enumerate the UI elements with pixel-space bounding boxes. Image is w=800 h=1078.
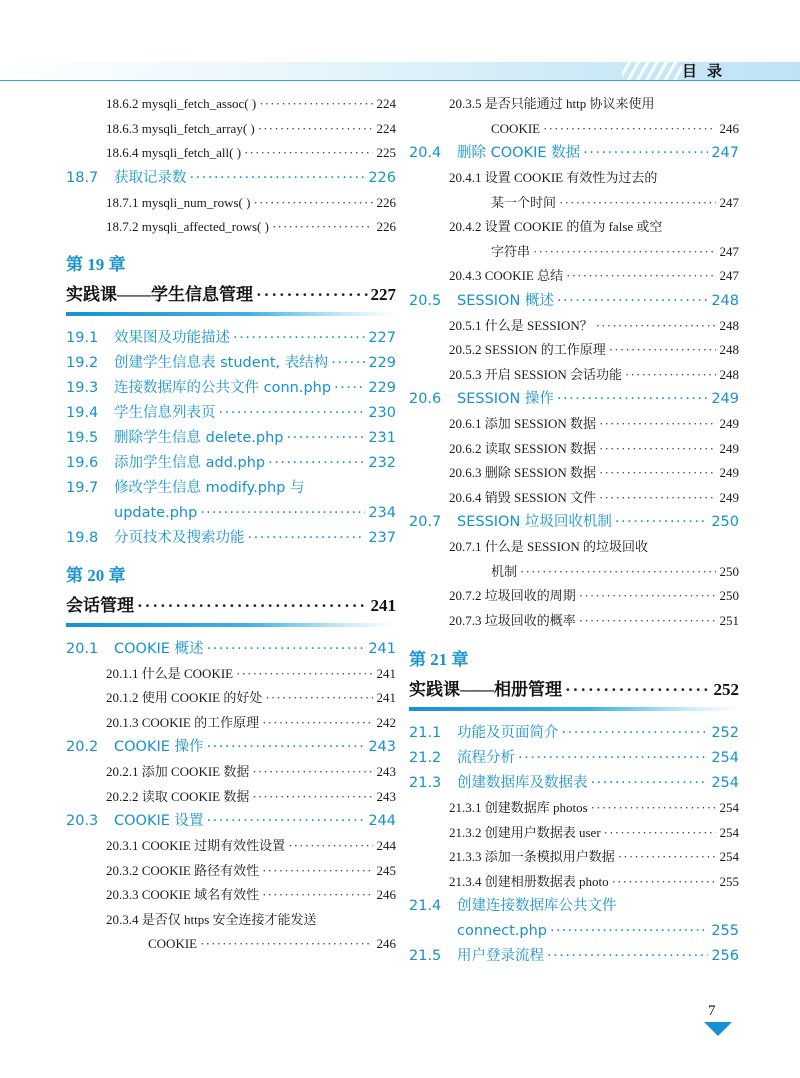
toc-entry[interactable] bbox=[66, 637, 396, 662]
entry-title: COOKIE bbox=[491, 120, 541, 136]
section-number: 19.2 bbox=[66, 354, 99, 371]
running-header-title: 目录 bbox=[681, 62, 732, 80]
toc-entry[interactable] bbox=[66, 426, 396, 451]
entry-title: 删除 COOKIE 数据 bbox=[457, 145, 581, 161]
page-ref: 237 bbox=[368, 529, 396, 546]
section-number: 21.4 bbox=[409, 898, 442, 914]
dot-leader bbox=[262, 883, 373, 908]
dot-leader bbox=[591, 796, 716, 821]
page-ref: 247 bbox=[711, 145, 739, 161]
page-ref: 242 bbox=[376, 714, 396, 730]
toc-entry[interactable] bbox=[66, 760, 396, 785]
dot-leader bbox=[252, 785, 373, 810]
page-ref: 248 bbox=[719, 342, 739, 357]
toc-entry[interactable] bbox=[66, 476, 396, 501]
toc-entry[interactable] bbox=[409, 721, 739, 746]
page-ref: 255 bbox=[719, 873, 739, 889]
dot-leader bbox=[207, 735, 366, 760]
toc-entry[interactable] bbox=[66, 932, 396, 957]
page-ref: 254 bbox=[711, 775, 739, 791]
entry-title: 20.1.1 什么是 COOKIE bbox=[106, 665, 234, 681]
page-ref: 245 bbox=[376, 862, 396, 878]
toc-entry[interactable] bbox=[409, 944, 739, 969]
page-ref: 244 bbox=[376, 838, 396, 853]
toc-entry[interactable] bbox=[409, 746, 739, 771]
chapter-label: 第 21 章 bbox=[409, 650, 469, 669]
toc-entry[interactable] bbox=[66, 376, 396, 401]
entry-title: 20.7.2 垃圾回收的周期 bbox=[449, 588, 576, 603]
dot-leader bbox=[612, 870, 716, 895]
entry-title: 20.5.3 开启 SESSION 会话功能 bbox=[449, 366, 622, 382]
entry-title: 20.1.3 COOKIE 的工作原理 bbox=[106, 714, 260, 730]
page-ref: 255 bbox=[711, 923, 739, 939]
toc-entry[interactable] bbox=[409, 314, 739, 339]
page-ref: 247 bbox=[719, 268, 739, 283]
entry-title: 20.7.3 垃圾回收的概率 bbox=[449, 612, 576, 628]
dot-leader bbox=[518, 746, 708, 771]
dot-leader bbox=[287, 426, 366, 451]
chapter-title: 实践课——相册管理 bbox=[409, 680, 562, 699]
page-ref: 248 bbox=[719, 366, 739, 382]
entry-title: 某一个时间 bbox=[491, 194, 557, 210]
entry-title: 20.6.4 销毁 SESSION 文件 bbox=[449, 489, 596, 505]
toc-entry[interactable] bbox=[66, 711, 396, 736]
dot-leader bbox=[272, 215, 373, 240]
page-ref: 224 bbox=[376, 96, 396, 111]
chapter-page: 227 bbox=[370, 284, 396, 304]
dot-leader bbox=[233, 326, 365, 351]
page-ref: 249 bbox=[719, 440, 739, 456]
toc-entry[interactable] bbox=[409, 894, 739, 919]
page-ref: 226 bbox=[376, 219, 396, 234]
entry-title: 20.3.3 COOKIE 域名有效性 bbox=[106, 887, 260, 902]
toc-entry[interactable] bbox=[66, 326, 396, 351]
toc-entry[interactable] bbox=[66, 141, 396, 166]
entry-title: COOKIE 设置 bbox=[114, 813, 204, 829]
page-number: 7 bbox=[708, 1003, 716, 1019]
page-ref: 254 bbox=[719, 824, 739, 840]
page-ref: 246 bbox=[376, 936, 396, 951]
chapter-title-row[interactable] bbox=[66, 278, 396, 312]
toc-entry[interactable] bbox=[409, 264, 739, 289]
dot-leader bbox=[262, 711, 373, 736]
page-ref: 250 bbox=[719, 563, 739, 579]
toc-entry[interactable] bbox=[409, 92, 739, 117]
dot-leader bbox=[583, 141, 708, 166]
dot-leader bbox=[253, 191, 373, 216]
toc-entry[interactable] bbox=[66, 117, 396, 142]
page-ref: 251 bbox=[719, 612, 739, 628]
page-ref: 230 bbox=[368, 404, 396, 421]
dot-leader bbox=[244, 141, 373, 166]
toc-entry[interactable] bbox=[66, 686, 396, 711]
dot-leader bbox=[562, 721, 709, 746]
toc-entry[interactable] bbox=[66, 92, 396, 117]
section-number: 19.1 bbox=[66, 329, 99, 346]
page-ref: 252 bbox=[711, 725, 739, 741]
page-ref: 225 bbox=[376, 145, 396, 160]
section-number: 19.6 bbox=[66, 454, 99, 471]
dot-leader bbox=[268, 451, 365, 476]
toc-column-left bbox=[66, 92, 396, 957]
toc-entry[interactable] bbox=[409, 412, 739, 437]
entry-title: SESSION 概述 bbox=[457, 292, 554, 309]
page-ref: 241 bbox=[376, 690, 396, 705]
section-number: 20.6 bbox=[409, 391, 442, 407]
dot-leader bbox=[236, 662, 373, 687]
toc-entry[interactable] bbox=[66, 401, 396, 426]
chapter-title-row[interactable] bbox=[66, 589, 396, 623]
entry-title: 20.4.1 设置 COOKIE 有效性为过去的 bbox=[449, 170, 658, 185]
triangle-down-icon bbox=[704, 1022, 732, 1036]
page-ref: 241 bbox=[368, 640, 396, 657]
page-ref: 243 bbox=[368, 739, 396, 755]
page-ref: 244 bbox=[368, 813, 396, 829]
entry-title: 20.2.1 添加 COOKIE 数据 bbox=[106, 764, 250, 779]
dot-leader bbox=[258, 117, 373, 142]
chapter-page: 252 bbox=[713, 680, 739, 699]
toc-entry[interactable] bbox=[409, 387, 739, 412]
toc-entry[interactable] bbox=[409, 141, 739, 166]
entry-title: 20.6.2 读取 SESSION 数据 bbox=[449, 440, 596, 456]
page-ref: 247 bbox=[719, 243, 739, 259]
page-ref: 249 bbox=[719, 489, 739, 505]
toc-entry[interactable] bbox=[66, 834, 396, 859]
entry-title: 学生信息列表页 bbox=[114, 404, 216, 421]
section-number: 19.3 bbox=[66, 379, 99, 396]
entry-title: 修改学生信息 modify.php 与 bbox=[114, 479, 305, 496]
entry-title: COOKIE 操作 bbox=[114, 739, 204, 755]
section-number: 21.5 bbox=[409, 948, 442, 964]
toc-entry[interactable] bbox=[409, 919, 739, 944]
dot-leader bbox=[565, 673, 711, 707]
toc-entry[interactable] bbox=[409, 609, 739, 634]
toc-list bbox=[409, 92, 739, 633]
chapter-title: 会话管理 bbox=[66, 595, 134, 615]
chapter-label: 第 20 章 bbox=[66, 565, 126, 585]
entry-title: connect.php bbox=[457, 923, 548, 939]
entry-title: 分页技术及搜索功能 bbox=[114, 529, 245, 546]
toc-entry[interactable] bbox=[409, 584, 739, 609]
page-ref: 249 bbox=[719, 416, 739, 431]
dot-leader bbox=[259, 92, 373, 117]
page-ref: 254 bbox=[719, 849, 739, 864]
toc-entry[interactable] bbox=[66, 662, 396, 687]
dot-leader bbox=[596, 314, 716, 339]
dot-leader bbox=[557, 289, 708, 314]
toc-list bbox=[409, 721, 739, 969]
entry-title: 20.4.3 COOKIE 总结 bbox=[449, 268, 564, 283]
page-ref: 229 bbox=[368, 354, 396, 371]
page-ref: 226 bbox=[368, 169, 396, 186]
toc-entry[interactable] bbox=[409, 215, 739, 240]
dot-leader bbox=[533, 240, 716, 265]
entry-title: 20.6.3 删除 SESSION 数据 bbox=[449, 465, 596, 480]
toc-entry[interactable] bbox=[409, 560, 739, 585]
dot-leader bbox=[618, 845, 716, 870]
entry-title: COOKIE 概述 bbox=[114, 640, 204, 657]
header-stripes bbox=[622, 62, 682, 80]
dot-leader bbox=[579, 609, 716, 634]
page-ref: 250 bbox=[711, 514, 739, 530]
page-ref: 248 bbox=[711, 292, 739, 309]
page-ref: 226 bbox=[376, 194, 396, 210]
section-number: 18.7 bbox=[66, 169, 99, 186]
entry-title: 20.7.1 什么是 SESSION 的垃圾回收 bbox=[449, 539, 648, 554]
section-number: 19.4 bbox=[66, 404, 99, 421]
entry-title: 21.3.2 创建用户数据表 user bbox=[449, 824, 601, 840]
entry-title: 20.2.2 读取 COOKIE 数据 bbox=[106, 788, 250, 804]
toc-entry[interactable] bbox=[66, 859, 396, 884]
dot-leader bbox=[615, 510, 708, 535]
dot-leader bbox=[248, 526, 366, 551]
dot-leader bbox=[331, 351, 365, 376]
toc-column-right bbox=[409, 92, 739, 969]
page-ref: 250 bbox=[719, 588, 739, 603]
toc-entry[interactable] bbox=[409, 821, 739, 846]
entry-title: 功能及页面简介 bbox=[457, 725, 559, 741]
toc-entry[interactable] bbox=[409, 191, 739, 216]
dot-leader bbox=[252, 760, 373, 785]
toc-entry[interactable] bbox=[66, 785, 396, 810]
section-number: 20.3 bbox=[66, 813, 99, 829]
toc-entry[interactable] bbox=[66, 451, 396, 476]
dot-leader bbox=[520, 560, 716, 585]
dot-leader bbox=[599, 461, 716, 486]
section-number: 21.3 bbox=[409, 775, 442, 791]
chapter-page: 241 bbox=[370, 595, 396, 615]
chapter-title: 实践课——学生信息管理 bbox=[66, 284, 253, 304]
toc-entry[interactable] bbox=[409, 437, 739, 462]
toc-entry[interactable] bbox=[409, 240, 739, 265]
entry-title: 创建数据库及数据表 bbox=[457, 775, 588, 791]
entry-title: 20.6.1 添加 SESSION 数据 bbox=[449, 416, 596, 431]
section-number: 20.1 bbox=[66, 640, 99, 657]
page-ref: 256 bbox=[711, 948, 739, 964]
entry-title: 创建连接数据库公共文件 bbox=[457, 898, 617, 914]
page-ref: 246 bbox=[376, 887, 396, 902]
entry-title: 创建学生信息表 student, 表结构 bbox=[114, 354, 329, 371]
chapter-label: 第 19 章 bbox=[66, 254, 126, 274]
page-ref: 243 bbox=[376, 788, 396, 804]
entry-title: 20.5.1 什么是 SESSION？ bbox=[449, 317, 593, 333]
page-ref: 224 bbox=[376, 120, 396, 136]
toc-list bbox=[66, 637, 396, 957]
page-ref: 234 bbox=[368, 504, 396, 521]
dot-leader bbox=[334, 376, 365, 401]
dot-leader bbox=[625, 363, 716, 388]
page-ref: 254 bbox=[711, 750, 739, 766]
dot-leader bbox=[543, 117, 716, 142]
chapter-title-row[interactable] bbox=[409, 673, 739, 707]
dot-leader bbox=[557, 387, 708, 412]
toc-list bbox=[66, 92, 396, 240]
entry-title: 20.3.4 是否仅 https 安全连接才能发送 bbox=[106, 911, 317, 927]
section-number: 19.8 bbox=[66, 529, 99, 546]
entry-title: 20.3.2 COOKIE 路径有效性 bbox=[106, 862, 260, 878]
dot-leader bbox=[200, 501, 365, 526]
toc-entry[interactable] bbox=[409, 510, 739, 535]
toc-entry[interactable] bbox=[409, 771, 739, 796]
page-ref: 254 bbox=[719, 800, 739, 815]
dot-leader bbox=[599, 412, 716, 437]
section-number: 21.1 bbox=[409, 725, 442, 741]
entry-title: update.php bbox=[114, 504, 198, 521]
section-number: 19.5 bbox=[66, 429, 99, 446]
entry-title: 20.3.5 是否只能通过 http 协议来使用 bbox=[449, 96, 655, 111]
header-rule bbox=[0, 80, 800, 81]
toc-entry[interactable] bbox=[409, 845, 739, 870]
entry-title: 18.7.2 mysqli_affected_rows( ) bbox=[106, 219, 269, 234]
entry-title: 21.3.4 创建相册数据表 photo bbox=[449, 873, 609, 889]
dot-leader bbox=[288, 834, 373, 859]
entry-title: 20.4.2 设置 COOKIE 的值为 false 或空 bbox=[449, 219, 663, 234]
chapter-rule bbox=[66, 312, 396, 316]
chapter-rule bbox=[409, 707, 739, 711]
dot-leader bbox=[207, 637, 366, 662]
entry-title: SESSION 操作 bbox=[457, 391, 554, 407]
chapter-rule bbox=[66, 623, 396, 627]
entry-title: 21.3.1 创建数据库 photos bbox=[449, 800, 588, 815]
page-ref: 241 bbox=[376, 665, 396, 681]
dot-leader bbox=[566, 264, 716, 289]
dot-leader bbox=[262, 859, 373, 884]
entry-title: 18.7.1 mysqli_num_rows( ) bbox=[106, 194, 251, 210]
page-ref: 247 bbox=[719, 194, 739, 210]
entry-title: 获取记录数 bbox=[114, 169, 187, 186]
page-ref: 249 bbox=[719, 465, 739, 480]
page-ref: 232 bbox=[368, 454, 396, 471]
entry-title: 21.3.3 添加一条模拟用户数据 bbox=[449, 849, 615, 864]
entry-title: 流程分析 bbox=[457, 750, 515, 766]
section-number: 20.7 bbox=[409, 514, 442, 530]
dot-leader bbox=[604, 821, 716, 846]
page-ref: 229 bbox=[368, 379, 396, 396]
section-number: 21.2 bbox=[409, 750, 442, 766]
toc-entry[interactable] bbox=[409, 338, 739, 363]
dot-leader bbox=[200, 932, 373, 957]
toc-entry[interactable] bbox=[409, 870, 739, 895]
toc-entry[interactable] bbox=[409, 117, 739, 142]
entry-title: 机制 bbox=[491, 563, 518, 579]
page-ref: 231 bbox=[368, 429, 396, 446]
entry-title: 字符串 bbox=[491, 243, 531, 259]
dot-leader bbox=[599, 437, 716, 462]
dot-leader bbox=[559, 191, 716, 216]
section-number: 20.4 bbox=[409, 145, 442, 161]
page-ref: 249 bbox=[711, 391, 739, 407]
toc-entry[interactable] bbox=[409, 363, 739, 388]
dot-leader bbox=[256, 278, 368, 312]
entry-title: 20.5.2 SESSION 的工作原理 bbox=[449, 342, 606, 357]
dot-leader bbox=[579, 584, 716, 609]
toc-entry[interactable] bbox=[409, 166, 739, 191]
toc-entry[interactable] bbox=[409, 289, 739, 314]
entry-title: 18.6.3 mysqli_fetch_array( ) bbox=[106, 120, 255, 136]
page-ref: 246 bbox=[719, 120, 739, 136]
toc-entry[interactable] bbox=[66, 166, 396, 191]
toc-entry[interactable] bbox=[409, 486, 739, 511]
dot-leader bbox=[265, 686, 373, 711]
dot-leader bbox=[137, 589, 368, 623]
toc-entry[interactable] bbox=[409, 535, 739, 560]
dot-leader bbox=[599, 486, 716, 511]
entry-title: COOKIE bbox=[148, 936, 198, 951]
entry-title: 18.6.4 mysqli_fetch_all( ) bbox=[106, 145, 242, 160]
toc-entry[interactable] bbox=[409, 796, 739, 821]
toc-entry[interactable] bbox=[66, 735, 396, 760]
section-number: 20.5 bbox=[409, 292, 442, 309]
toc-entry[interactable] bbox=[66, 908, 396, 933]
dot-leader bbox=[207, 809, 366, 834]
entry-title: 20.3.1 COOKIE 过期有效性设置 bbox=[106, 838, 286, 853]
entry-title: SESSION 垃圾回收机制 bbox=[457, 514, 612, 530]
toc-entry[interactable] bbox=[66, 191, 396, 216]
toc-entry[interactable] bbox=[409, 461, 739, 486]
dot-leader bbox=[219, 401, 366, 426]
entry-title: 20.1.2 使用 COOKIE 的好处 bbox=[106, 690, 263, 705]
page-ref: 243 bbox=[376, 764, 396, 779]
dot-leader bbox=[190, 166, 366, 191]
entry-title: 删除学生信息 delete.php bbox=[114, 429, 284, 446]
page-ref: 248 bbox=[719, 317, 739, 333]
toc-entry[interactable] bbox=[66, 351, 396, 376]
entry-title: 效果图及功能描述 bbox=[114, 329, 230, 346]
toc-entry[interactable] bbox=[66, 215, 396, 240]
page-ref: 227 bbox=[368, 329, 396, 346]
entry-title: 连接数据库的公共文件 conn.php bbox=[114, 379, 332, 396]
toc-entry[interactable] bbox=[66, 809, 396, 834]
entry-title: 用户登录流程 bbox=[457, 948, 544, 964]
entry-title: 添加学生信息 add.php bbox=[114, 454, 266, 471]
section-number: 20.2 bbox=[66, 739, 99, 755]
toc-entry[interactable] bbox=[66, 501, 396, 526]
dot-leader bbox=[547, 944, 708, 969]
toc-list bbox=[66, 326, 396, 551]
dot-leader bbox=[591, 771, 709, 796]
dot-leader bbox=[609, 338, 716, 363]
toc-entry[interactable] bbox=[66, 883, 396, 908]
dot-leader bbox=[550, 919, 708, 944]
toc-entry[interactable] bbox=[66, 526, 396, 551]
section-number: 19.7 bbox=[66, 479, 99, 496]
entry-title: 18.6.2 mysqli_fetch_assoc( ) bbox=[106, 96, 257, 111]
